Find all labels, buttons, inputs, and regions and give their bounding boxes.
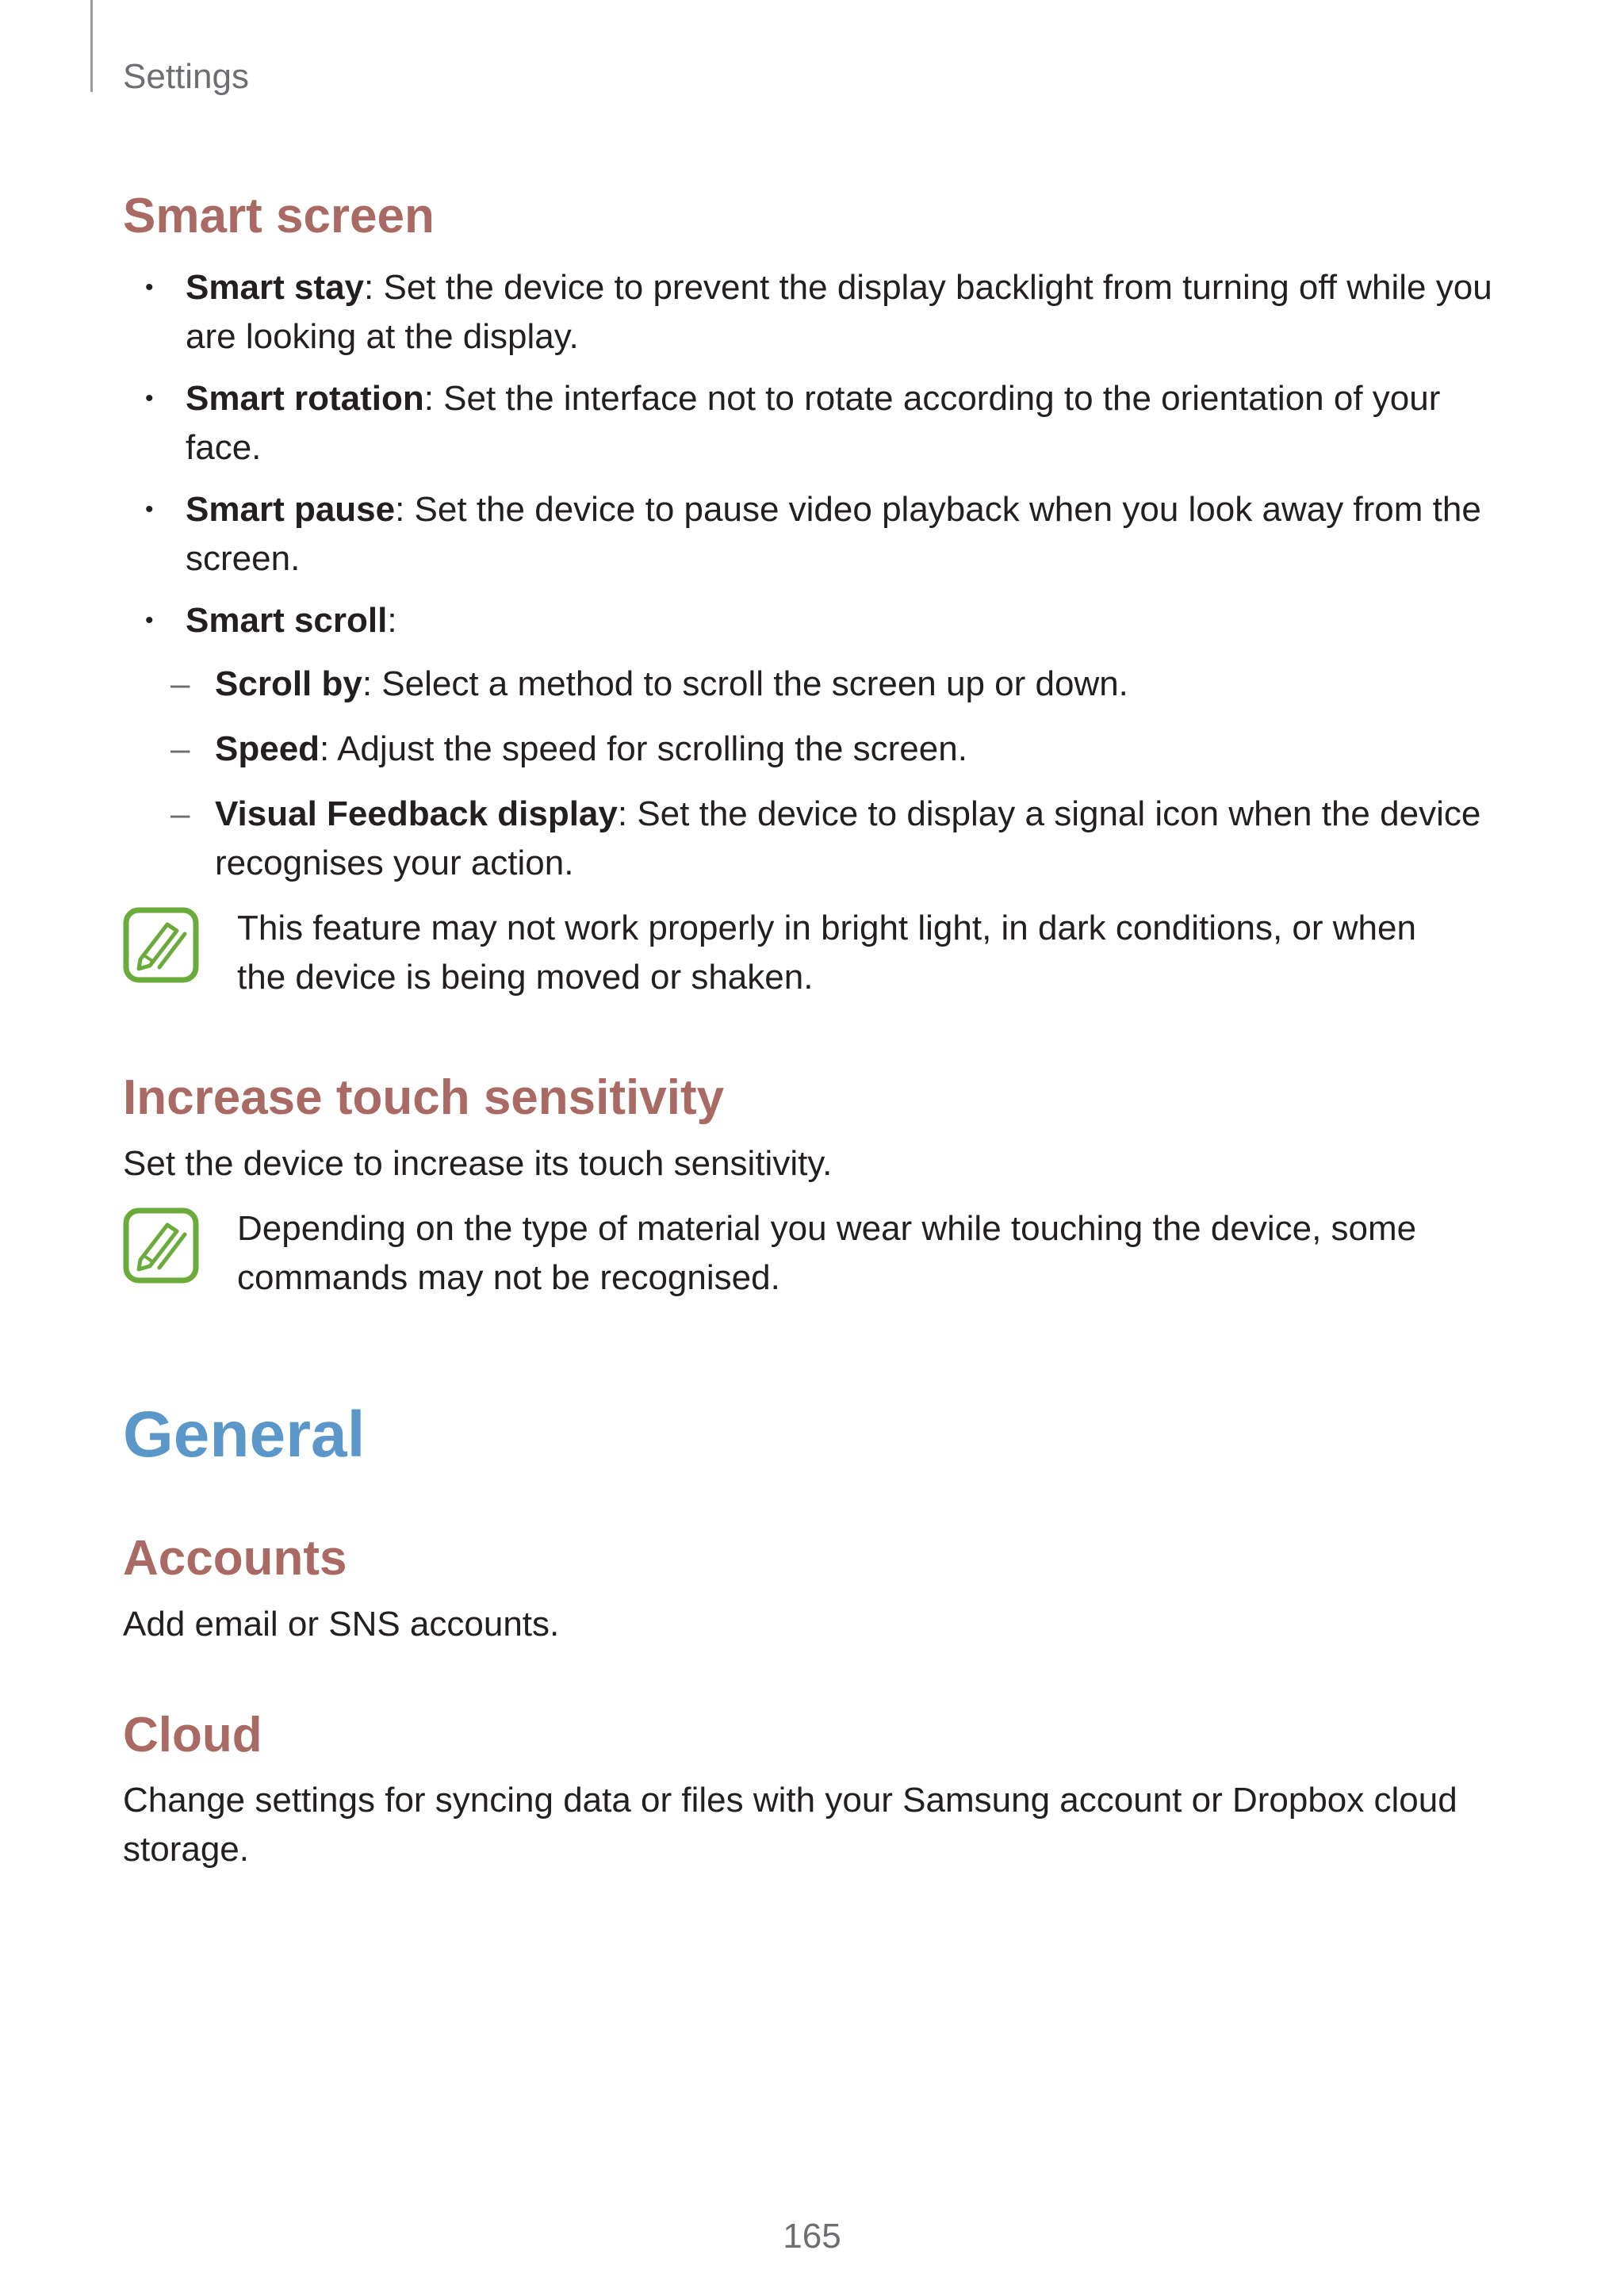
- smart-scroll-sublist: [169, 660, 1503, 888]
- term-label: Scroll by: [215, 664, 362, 704]
- bullet-icon: •: [145, 274, 154, 301]
- item-description: : Set the interface not to rotate according to the orientation of your face.: [186, 379, 1441, 468]
- cloud-heading: Cloud: [123, 1707, 262, 1762]
- header-rule: [90, 0, 93, 92]
- dash-icon: –: [170, 664, 190, 704]
- note-pencil-icon: [123, 1207, 199, 1284]
- bullet-icon: •: [145, 385, 154, 412]
- dash-icon: –: [170, 729, 190, 769]
- term-label: Smart stay: [186, 268, 365, 308]
- term-label: Speed: [215, 729, 320, 769]
- note-pencil-icon: [123, 907, 199, 983]
- dash-icon: –: [170, 794, 190, 834]
- term-label: Visual Feedback display: [215, 794, 618, 834]
- touch-sensitivity-heading: Increase touch sensitivity: [123, 1070, 725, 1126]
- bullet-icon: •: [145, 607, 154, 634]
- sublist-item-visual-feedback: [169, 790, 1503, 888]
- item-description: : Set the device to display a signal icon when the device recognises your action.: [215, 794, 1481, 883]
- item-description: :: [387, 601, 397, 641]
- list-item-smart-rotation: [123, 374, 1503, 473]
- note-text: Depending on the type of material you wear while touching the device, some commands may not be recognised.: [237, 1208, 1417, 1297]
- page-content: [123, 187, 1503, 1874]
- smart-screen-note: [123, 904, 1503, 1002]
- touch-sensitivity-note: [123, 1204, 1503, 1303]
- accounts-heading: Accounts: [123, 1531, 347, 1586]
- page-number: 165: [783, 2217, 841, 2256]
- item-description: : Adjust the speed for scrolling the screen.: [320, 729, 967, 769]
- item-description: : Set the device to prevent the display backlight from turning off while you are looking at the display.: [186, 268, 1492, 357]
- term-label: Smart rotation: [186, 379, 424, 419]
- list-item-smart-pause: [123, 485, 1503, 584]
- smart-screen-heading: Smart screen: [123, 189, 435, 243]
- sublist-item-speed: [169, 725, 1503, 774]
- general-heading: General: [123, 1398, 366, 1471]
- item-description: : Set the device to pause video playback when you look away from the screen.: [186, 490, 1481, 579]
- note-text: This feature may not work properly in bright light, in dark conditions, or when the device is being moved or shaken.: [237, 909, 1416, 997]
- smart-screen-list: [123, 263, 1503, 888]
- bullet-icon: •: [145, 496, 154, 523]
- list-item-smart-scroll: [123, 596, 1503, 888]
- touch-sensitivity-text: Set the device to increase its touch sensitivity.: [123, 1143, 833, 1183]
- list-item-smart-stay: [123, 263, 1503, 362]
- cloud-text: Change settings for syncing data or files with your Samsung account or Dropbox cloud storage.: [123, 1780, 1457, 1869]
- item-description: : Select a method to scroll the screen up or down.: [362, 664, 1128, 704]
- accounts-text: Add email or SNS accounts.: [123, 1604, 560, 1644]
- term-label: Smart pause: [186, 490, 396, 530]
- term-label: Smart scroll: [186, 601, 388, 641]
- sublist-item-scroll-by: [169, 660, 1503, 709]
- page-header-title: Settings: [123, 57, 249, 96]
